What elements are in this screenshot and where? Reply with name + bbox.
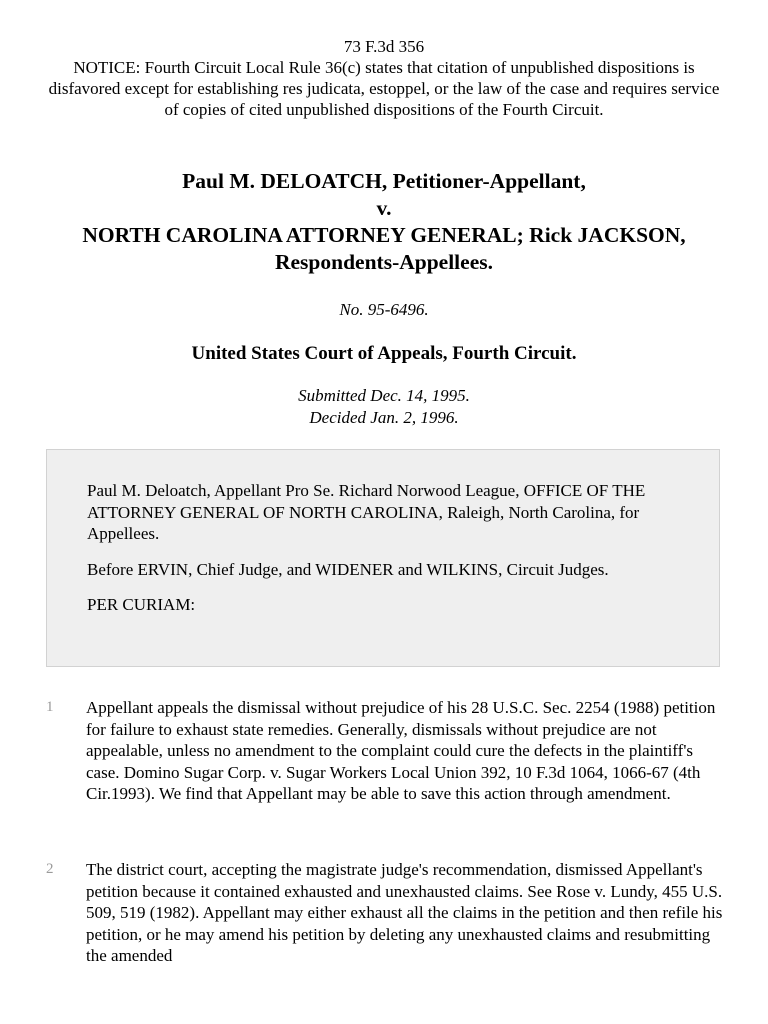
docket-number: No. 95-6496. [339, 300, 429, 319]
prelims-box [46, 449, 720, 667]
case-dates [40, 385, 728, 429]
versus-line: v. [376, 196, 392, 220]
unpublished-notice: NOTICE: Fourth Circuit Local Rule 36(c) states that citation of unpublished dispositions is disfavored except for establishing res judicata, estoppel, or the law of the case and requires service of copies of cited unpublished dispositions of the Fourth Circuit. [48, 58, 720, 119]
citation: 73 F.3d 356 [343, 37, 425, 56]
counsel-listing: Paul M. Deloatch, Appellant Pro Se. Richard Norwood League, OFFICE OF THE ATTORNEY GENERAL OF NORTH CAROLINA, Raleigh, North Carolina, for Appellees. [87, 481, 646, 543]
court-name: United States Court of Appeals, Fourth Circuit. [191, 343, 577, 364]
paragraph-text: Appellant appeals the dismissal without prejudice of his 28 U.S.C. Sec. 2254 (1988) petition for failure to exhaust state remedies. Generally, dismissals without prejudice are not appealable, unless no amendment to the complaint could cure the defects in the plaintiff's case. Domino Sugar Corp. v. Sugar Workers Local Union 392, 10 F.3d 1064, 1066-67 (4th Cir.1993). We find that Appellant may be able to save this action through amendment. [86, 698, 716, 803]
per-curiam-label: PER CURIAM: [87, 595, 196, 614]
panel-listing: Before ERVIN, Chief Judge, and WIDENER and WILKINS, Circuit Judges. [87, 559, 609, 579]
respondents-line: NORTH CAROLINA ATTORNEY GENERAL; Rick JACKSON, Respondents-Appellees. [82, 223, 686, 274]
paragraph-number: 2 [46, 861, 54, 877]
document-header [40, 36, 728, 120]
paragraph-number: 1 [46, 699, 54, 715]
paragraph-text: The district court, accepting the magistrate judge's recommendation, dismissed Appellant's petition because it contained exhausted and unexhausted claims. See Rose v. Lundy, 455 U.S. 509, 519 (1982). Appellant may either exhaust all the claims in the petition and then refile his petition, or he may amend his petition by deleting any unexhausted claims and resubmitting the amended [86, 860, 723, 965]
decided-date: Decided Jan. 2, 1996. [309, 408, 459, 427]
petitioner-line: Paul M. DELOATCH, Petitioner-Appellant, [182, 169, 586, 193]
case-caption [40, 168, 728, 276]
submitted-date: Submitted Dec. 14, 1995. [298, 386, 470, 405]
